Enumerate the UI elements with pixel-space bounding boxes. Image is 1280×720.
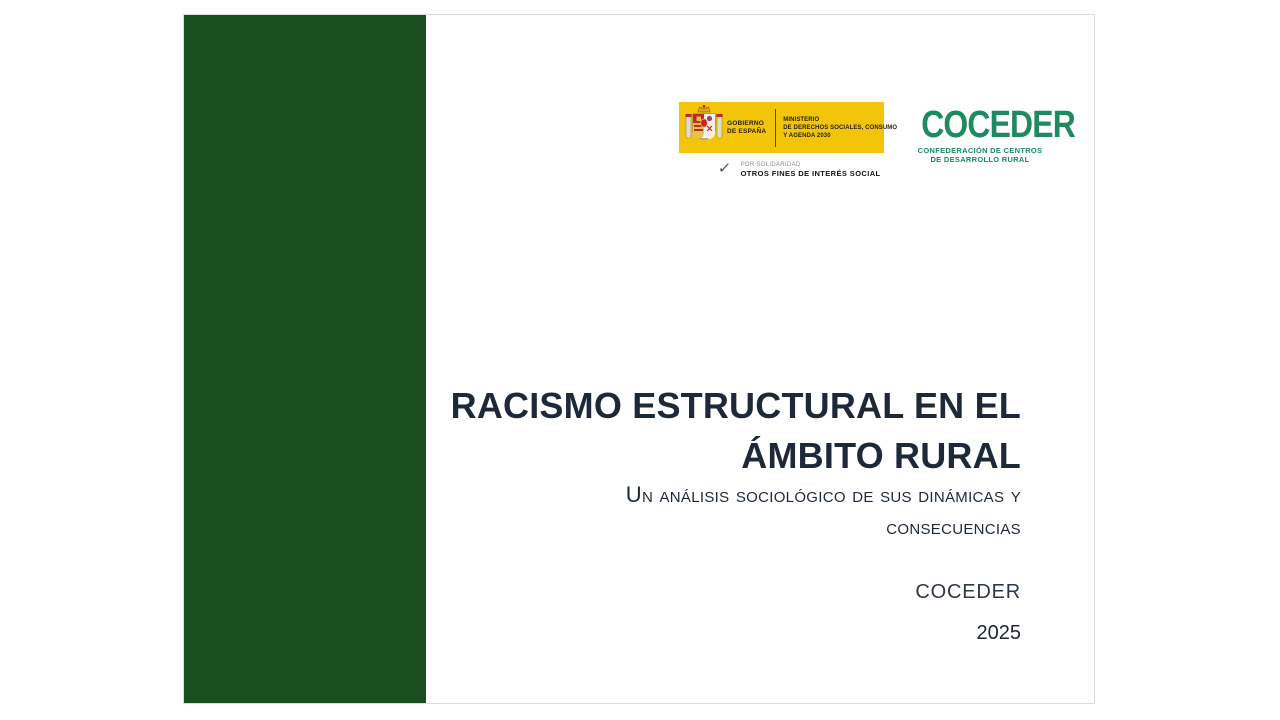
document-year: 2025	[976, 622, 1021, 644]
solidaridad-text	[741, 161, 881, 179]
gobierno-espana-logo	[679, 102, 898, 153]
coceder-tagline-line2: DE DESARROLLO RURAL	[930, 155, 1030, 164]
gobierno-line1: GOBIERNO	[727, 119, 764, 127]
coceder-tagline	[910, 146, 1050, 164]
checkmark-icon: ✓	[716, 160, 732, 177]
coceder-logo	[910, 104, 1075, 164]
solidaridad-bold-label: OTROS FINES DE INTERÉS SOCIAL	[740, 169, 881, 178]
subtitle-line1: Un análisis sociológico de sus dinámicas y	[625, 482, 1021, 507]
coceder-wordmark: COCEDER	[921, 104, 1075, 146]
solidaridad-small-label: POR SOLIDARIDAD	[740, 162, 801, 168]
solidaridad-block	[718, 161, 881, 179]
spain-coat-of-arms-icon	[684, 104, 724, 151]
document-title	[451, 381, 1021, 481]
cover-page	[183, 14, 1095, 704]
title-line2: ÁMBITO RURAL	[741, 435, 1021, 476]
document-author: COCEDER	[915, 581, 1021, 603]
coceder-tagline-line1: CONFEDERACIÓN DE CENTROS	[917, 146, 1043, 155]
subtitle-line2: consecuencias	[886, 514, 1021, 539]
gobierno-line2: DE ESPAÑA	[727, 127, 767, 135]
ministerio-line3: Y AGENDA 2030	[783, 132, 831, 139]
cover-green-band	[184, 15, 426, 703]
ministerio-label	[783, 116, 897, 140]
document-subtitle	[461, 479, 1021, 543]
title-line1: RACISMO ESTRUCTURAL EN EL	[450, 385, 1021, 426]
gobierno-label	[727, 120, 766, 136]
ministerio-line2: DE DERECHOS SOCIALES, CONSUMO	[783, 124, 898, 131]
ministerio-line1: MINISTERIO	[783, 116, 820, 123]
logo-divider	[775, 109, 776, 147]
